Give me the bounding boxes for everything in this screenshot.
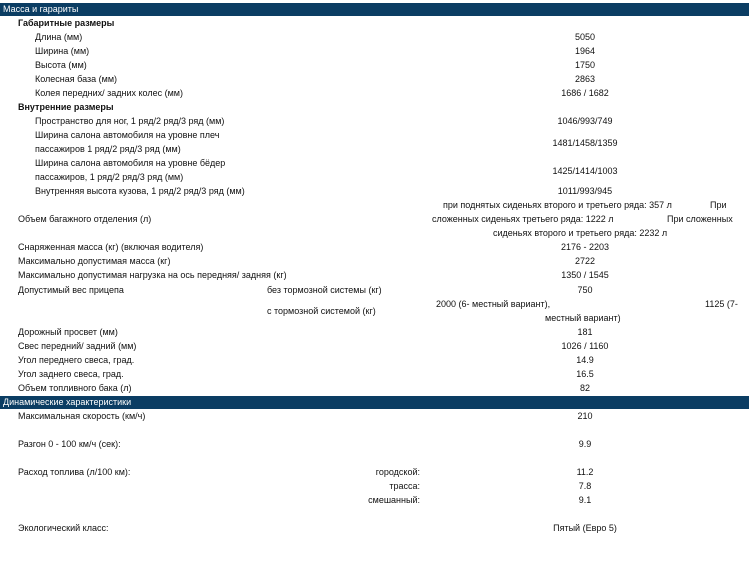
approach-angle-label: Угол переднего свеса, град.: [18, 355, 135, 365]
headroom-value: 1011/993/945: [557, 186, 613, 196]
top-speed-value: 210: [577, 411, 593, 421]
track-label: Колея передних/ задних колес (мм): [35, 88, 183, 98]
fuel-tank-label: Объем топливного бака (л): [18, 383, 132, 393]
max-mass-label: Максимально допустимая масса (кг): [18, 256, 171, 266]
ground-clearance-label: Дорожный просвет (мм): [18, 327, 118, 337]
ground-clearance-value: 181: [577, 327, 593, 337]
eco-class-value: Пятый (Евро 5): [553, 523, 617, 533]
width-label: Ширина (мм): [35, 46, 90, 56]
trailer-braked-line2: местный вариант): [545, 313, 621, 323]
max-mass-value: 2722: [574, 256, 596, 266]
length-label: Длина (мм): [35, 32, 83, 42]
shoulder-width-value: 1481/1458/1359: [552, 138, 618, 148]
hip-width-label-line2: пассажиров, 1 ряд/2 ряд/3 ряд (мм): [35, 172, 184, 182]
width-value: 1964: [574, 46, 596, 56]
trailer-braked-label: с тормозной системой (кг): [267, 306, 376, 316]
trunk-volume-line1-right: При: [710, 200, 727, 210]
overhang-value: 1026 / 1160: [561, 341, 609, 351]
fuel-highway-label: трасса:: [389, 481, 420, 491]
hip-width-value: 1425/1414/1003: [552, 166, 618, 176]
axle-load-label: Максимально допустимая нагрузка на ось передняя/ задняя (кг): [18, 270, 287, 280]
departure-angle-value: 16.5: [576, 369, 594, 379]
trailer-braked-line1-right: 1125 (7-: [705, 299, 738, 309]
fuel-mixed-label: смешанный:: [368, 495, 420, 505]
hip-width-label-line1: Ширина салона автомобиля на уровне бёдер: [35, 158, 226, 168]
headroom-label: Внутренняя высота кузова, 1 ряд/2 ряд/3 ряд (мм): [35, 186, 245, 196]
acceleration-value: 9.9: [578, 439, 592, 449]
trailer-unbraked-label: без тормозной системы (кг): [267, 285, 382, 295]
departure-angle-label: Угол заднего свеса, град.: [18, 369, 124, 379]
eco-class-label: Экологический класс:: [18, 523, 109, 533]
trunk-volume-line3: сиденьях второго и третьего ряда: 2232 л: [493, 228, 668, 238]
overall-dimensions-heading: Габаритные размеры: [18, 18, 115, 28]
trailer-braked-line1: 2000 (6- местный вариант),: [436, 299, 551, 309]
height-value: 1750: [574, 60, 596, 70]
fuel-highway-value: 7.8: [578, 481, 592, 491]
fuel-city-label: городской:: [375, 467, 420, 477]
height-label: Высота (мм): [35, 60, 87, 70]
wheelbase-value: 2863: [574, 74, 596, 84]
curb-weight-value: 2176 - 2203: [560, 242, 610, 252]
section-header-dynamics: Динамические характеристики: [0, 396, 749, 409]
trailer-weight-label: Допустимый вес прицепа: [18, 285, 124, 295]
trailer-unbraked-value: 750: [577, 285, 593, 295]
track-value: 1686 / 1682: [561, 88, 609, 98]
fuel-consumption-label: Расход топлива (л/100 км):: [18, 467, 131, 477]
fuel-tank-value: 82: [579, 383, 590, 393]
curb-weight-label: Снаряженная масса (кг) (включая водителя): [18, 242, 204, 252]
legroom-label: Пространство для ног, 1 ряд/2 ряд/3 ряд (мм): [35, 116, 225, 126]
length-value: 5050: [574, 32, 596, 42]
legroom-value: 1046/993/749: [557, 116, 613, 126]
approach-angle-value: 14.9: [576, 355, 594, 365]
acceleration-label: Разгон 0 - 100 км/ч (сек):: [18, 439, 121, 449]
interior-dimensions-heading: Внутренние размеры: [18, 102, 114, 112]
shoulder-width-label-line1: Ширина салона автомобиля на уровне плеч: [35, 130, 220, 140]
wheelbase-label: Колесная база (мм): [35, 74, 118, 84]
fuel-city-value: 11.2: [576, 467, 594, 477]
trunk-volume-label: Объем багажного отделения (л): [18, 214, 152, 224]
shoulder-width-label-line2: пассажиров 1 ряд/2 ряд/3 ряд (мм): [35, 144, 181, 154]
trunk-volume-line2-right: При сложенных: [667, 214, 733, 224]
axle-load-value: 1350 / 1545: [561, 270, 609, 280]
section-header-mass: Масса и гарариты: [0, 3, 749, 16]
fuel-mixed-value: 9.1: [578, 495, 592, 505]
top-speed-label: Максимальная скорость (км/ч): [18, 411, 146, 421]
trunk-volume-line1: при поднятых сиденьях второго и третьего ряда: 357 л: [443, 200, 672, 210]
overhang-label: Свес передний/ задний (мм): [18, 341, 137, 351]
trunk-volume-line2: сложенных сиденьях третьего ряда: 1222 л: [432, 214, 614, 224]
